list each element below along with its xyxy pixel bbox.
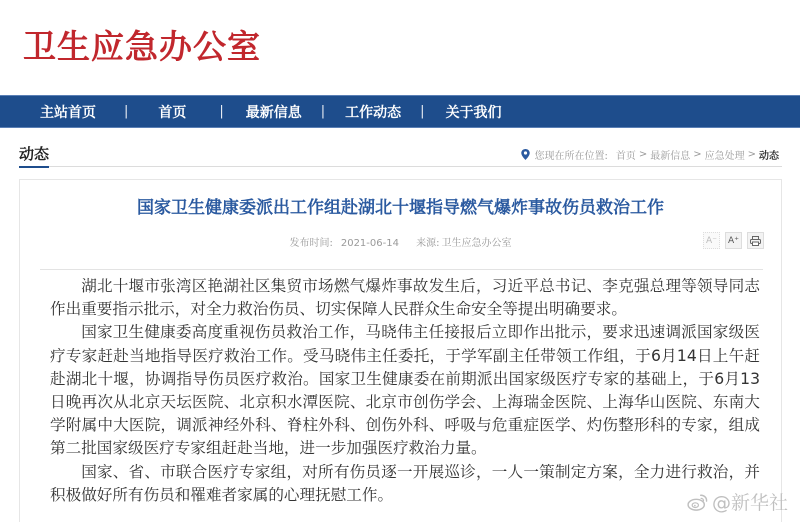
breadcrumb-item-home[interactable]: 首页 bbox=[615, 151, 636, 162]
source-value: 卫生应急办公室 bbox=[441, 238, 512, 249]
article-tools bbox=[703, 232, 764, 249]
section-title: 动态 bbox=[19, 145, 49, 168]
font-decrease-button[interactable]: A⁻ bbox=[703, 232, 720, 249]
breadcrumb-item-latest-info[interactable]: 最新信息 bbox=[650, 151, 691, 162]
article-body bbox=[50, 275, 760, 507]
print-button[interactable] bbox=[747, 232, 764, 249]
nav-separator: | bbox=[320, 104, 326, 119]
nav-separator: | bbox=[420, 104, 425, 119]
weibo-logo-icon bbox=[687, 493, 709, 511]
printer-icon bbox=[750, 236, 761, 246]
publish-date: 2021-06-14 bbox=[340, 238, 399, 249]
breadcrumb-current: 动态 bbox=[759, 151, 779, 162]
section-bar bbox=[19, 140, 782, 167]
article-paragraph: 湖北十堰市张湾区艳湖社区集贸市场燃气爆炸事故发生后，习近平总书记、李克强总理等领导同志作出重要指示批示，对全力救治伤员、切实保障人民群众生命安全等提出明确要求。 bbox=[50, 277, 760, 319]
nav-separator: | bbox=[219, 104, 224, 119]
article-container bbox=[19, 179, 782, 522]
article-title: 国家卫生健康委派出工作组赴湖北十堰指导燃气爆炸事故伤员救治工作 bbox=[137, 198, 664, 218]
location-pin-icon bbox=[521, 149, 530, 160]
nav-item-home[interactable]: 首页 bbox=[158, 104, 187, 121]
article-paragraph: 国家卫生健康委高度重视伤员救治工作，马晓伟主任接报后立即作出批示，要求迅速调派国家级医疗专家赶赴当地指导医疗救治工作。受马晓伟主任委托，于学军副主任带领工作组，于6月14日上午赶赴湖北十堰，协调指导伤员医疗救治。国家卫生健康委在前期派出国家级医疗专家的基础上，于6月13日晚再次从北京天坛医院、北京积水潭医院、北京市创伤学会、上海瑞金医院、上海华山医院、东南大学附属中大医院，调派神经外科、脊柱外科、创伤外科、呼吸与危重症医学、灼伤整形科的专家，组成第二批国家级医疗专家组赶赴当地，进一步加强医疗救治力量。 bbox=[50, 323, 760, 458]
article-paragraph: 国家、省、市联合医疗专家组，对所有伤员逐一开展巡诊，一人一策制定方案，全力进行救治，并积极做好所有伤员和罹难者家属的心理抚慰工作。 bbox=[50, 462, 760, 504]
site-header bbox=[0, 0, 800, 95]
watermark-text: @新华社 bbox=[711, 492, 788, 514]
nav-item-latest-info[interactable]: 最新信息 bbox=[245, 104, 302, 121]
article-meta bbox=[20, 234, 781, 249]
breadcrumb-separator: > bbox=[638, 149, 648, 160]
site-logo[interactable]: 卫生应急办公室 bbox=[23, 27, 261, 66]
main-nav bbox=[0, 95, 800, 128]
breadcrumb-separator: > bbox=[693, 149, 702, 160]
breadcrumb bbox=[521, 147, 782, 162]
breadcrumb-separator: > bbox=[747, 149, 756, 160]
nav-separator: | bbox=[124, 104, 129, 119]
publish-label: 发布时间: bbox=[289, 238, 333, 249]
nav-item-main-home[interactable]: 主站首页 bbox=[40, 104, 96, 121]
watermark bbox=[687, 488, 788, 515]
font-increase-button[interactable]: A⁺ bbox=[725, 232, 742, 249]
breadcrumb-prefix: 您现在所在位置: bbox=[534, 151, 608, 162]
nav-item-work-news[interactable]: 工作动态 bbox=[345, 104, 402, 121]
source-label: 来源: bbox=[416, 238, 440, 249]
nav-item-about-us[interactable]: 关于我们 bbox=[445, 104, 502, 121]
breadcrumb-item-emergency[interactable]: 应急处理 bbox=[704, 151, 745, 162]
meta-divider bbox=[40, 269, 763, 270]
